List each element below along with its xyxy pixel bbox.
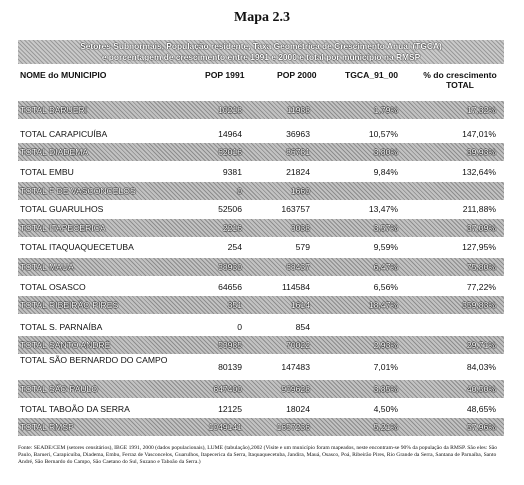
cell-municipio: TOTAL S. PARNAÍBA (20, 322, 103, 332)
cell-pct: 127,95% (462, 242, 496, 252)
cell-pct: 40,50% (466, 384, 496, 394)
cell-tgca: 9,84% (373, 167, 398, 177)
cell-pct: 75,80% (466, 262, 496, 272)
cell-pop1991: 12125 (218, 404, 242, 414)
table-row (18, 278, 504, 296)
cell-tgca: 3,85% (373, 384, 398, 394)
cell-pop1991: 53985 (218, 340, 242, 350)
cell-municipio: TOTAL RMSP (20, 422, 74, 432)
cell-pct: 39,93% (466, 147, 496, 157)
cell-municipio: TOTAL CARAPICUÍBA (20, 129, 108, 139)
cell-tgca: 4,50% (373, 404, 398, 414)
header-pop2000: POP 2000 (277, 70, 317, 80)
cell-municipio: TOTAL ITAPECERICA (20, 223, 106, 233)
cell-pct: 147,01% (462, 129, 496, 139)
cell-pop2000: 21824 (286, 167, 310, 177)
page-title: Mapa 2.3 (234, 10, 290, 25)
table-row (18, 238, 504, 256)
cell-pop1991: 0 (237, 186, 242, 196)
cell-pop2000: 68437 (286, 262, 310, 272)
cell-pct: 77,22% (466, 282, 496, 292)
cell-municipio: TOTAL TABOÃO DA SERRA (20, 404, 130, 414)
cell-pop1991: 2216 (222, 223, 242, 233)
cell-municipio: TOTAL GUARULHOS (20, 204, 104, 214)
cell-tgca: 6,47% (373, 262, 398, 272)
cell-pop2000: 114584 (281, 282, 310, 292)
cell-municipio: TOTAL SÃO PAULO (20, 384, 99, 394)
cell-pct: 132,64% (462, 167, 496, 177)
cell-tgca: 7,01% (373, 362, 398, 372)
cell-pop1991: 647400 (213, 384, 242, 394)
cell-pop2000: 36963 (286, 129, 310, 139)
cell-municipio: TOTAL MAUÁ (20, 262, 74, 272)
cell-pop1991: 254 (227, 242, 242, 252)
table-row (18, 258, 504, 276)
cell-tgca: 10,57% (368, 129, 398, 139)
cell-pop2000: 909628 (281, 384, 310, 394)
cell-pop2000: 70022 (286, 340, 310, 350)
table-title-line-2: e porcentagem de crescimento entre 1991 e 2000 e total por município na RMSP (101, 52, 421, 62)
cell-municipio: TOTAL SÃO BERNARDO DO CAMPO (20, 355, 168, 365)
cell-pct: 84,03% (466, 362, 496, 372)
cell-municipio: TOTAL ITAQUAQUECETUBA (20, 242, 134, 252)
header-tgca: TGCA_91_00 (345, 70, 399, 80)
table-row (18, 400, 504, 418)
table-row (18, 380, 504, 398)
table-row (18, 219, 504, 237)
table-row (18, 125, 504, 143)
cell-pop1991: 1049141 (208, 422, 242, 432)
cell-municipio: TOTAL BARUERI (20, 105, 88, 115)
cell-pop2000: 18024 (286, 404, 310, 414)
cell-municipio: TOTAL OSASCO (20, 282, 86, 292)
cell-pop2000: 147483 (281, 362, 310, 372)
cell-municipio: TOTAL RIBEIRÃO PIRES (20, 300, 119, 310)
table-row (18, 418, 504, 436)
cell-pop2000: 163757 (281, 204, 310, 214)
table-title-box (18, 40, 504, 64)
cell-municipio: TOTAL SANTO ANDRÉ (20, 340, 111, 350)
table-row (18, 336, 504, 354)
cell-pop1991: 52506 (218, 204, 242, 214)
cell-pop1991: 351 (227, 300, 242, 310)
cell-pop1991: 10218 (218, 105, 242, 115)
table-row (18, 182, 504, 200)
cell-tgca: 13,47% (368, 204, 398, 214)
cell-pop2000: 579 (295, 242, 310, 252)
cell-tgca: 18,47% (368, 300, 398, 310)
table-row (18, 355, 504, 379)
cell-pop1991: 62016 (218, 147, 242, 157)
table-row (18, 200, 504, 218)
cell-pct: 211,88% (462, 204, 496, 214)
cell-municipio: TOTAL F DE VASCONCELOS (20, 186, 136, 196)
cell-pop1991: 14964 (218, 129, 242, 139)
table-row (18, 143, 504, 161)
cell-pct: 17,32% (466, 105, 496, 115)
cell-pct: 37,09% (466, 223, 496, 233)
cell-pop1991: 38930 (218, 262, 242, 272)
cell-pop2000: 1660 (290, 186, 310, 196)
cell-pop2000: 1657236 (276, 422, 310, 432)
cell-tgca: 5,21% (373, 422, 398, 432)
cell-pop1991: 64656 (218, 282, 242, 292)
cell-municipio: TOTAL EMBU (20, 167, 74, 177)
cell-tgca: 3,57% (373, 223, 398, 233)
header-name: NOME do MUNICIPIO (20, 70, 107, 80)
table-row (18, 101, 504, 119)
source-footnote: Fonte: SEADE/CEM (setores censitários), IBGE 1991, 2000 (dados populacionais), LUME (tabulação),2002 (Visite e um município foram mapeados, neste encontram-se 90% da população da RMSP. São eles: São Paulo, Barueri, Carapicuíba, Diadema, Embu, Ferraz de Vasconcelos, Guarulhos, Itapecerica da Serra, Itaquaquecetuba, Jandira, Mauá, Osasco, Poá, Ribeirão Pires, Rio Grande da Serra, Santana de Parnaíba, Santo André, São Bernardo do Campo, São Caetano do Sul, Suzano e Taboão da Serra.) (18, 445, 498, 465)
cell-tgca: 9,59% (373, 242, 398, 252)
cell-pop2000: 11988 (286, 105, 310, 115)
cell-pop1991: 0 (237, 322, 242, 332)
cell-tgca: 2,93% (373, 340, 398, 350)
cell-pct: 57,96% (466, 422, 496, 432)
cell-pct: 359,83% (462, 300, 496, 310)
table-row (18, 163, 504, 181)
cell-pop1991: 9381 (222, 167, 242, 177)
cell-municipio: TOTAL DIADEMA (20, 147, 89, 157)
cell-pop2000: 854 (295, 322, 310, 332)
header-pop1991: POP 1991 (205, 70, 245, 80)
header-pct: % do crescimento TOTAL (423, 70, 497, 90)
cell-tgca: 3,80% (373, 147, 398, 157)
cell-pop2000: 1614 (290, 300, 310, 310)
cell-tgca: 1,79% (373, 105, 398, 115)
cell-pop1991: 80139 (218, 362, 242, 372)
cell-pct: 29,71% (466, 340, 496, 350)
table-row (18, 296, 504, 314)
cell-pct: 48,65% (466, 404, 496, 414)
cell-pop2000: 86781 (286, 147, 310, 157)
cell-pop2000: 3038 (290, 223, 310, 233)
table-row (18, 318, 504, 336)
table-title-line-1: Setores Subnormais, População residente, Taxa Geométrica de Crescimento Anual (TGCA) (80, 41, 442, 51)
cell-tgca: 6,56% (373, 282, 398, 292)
